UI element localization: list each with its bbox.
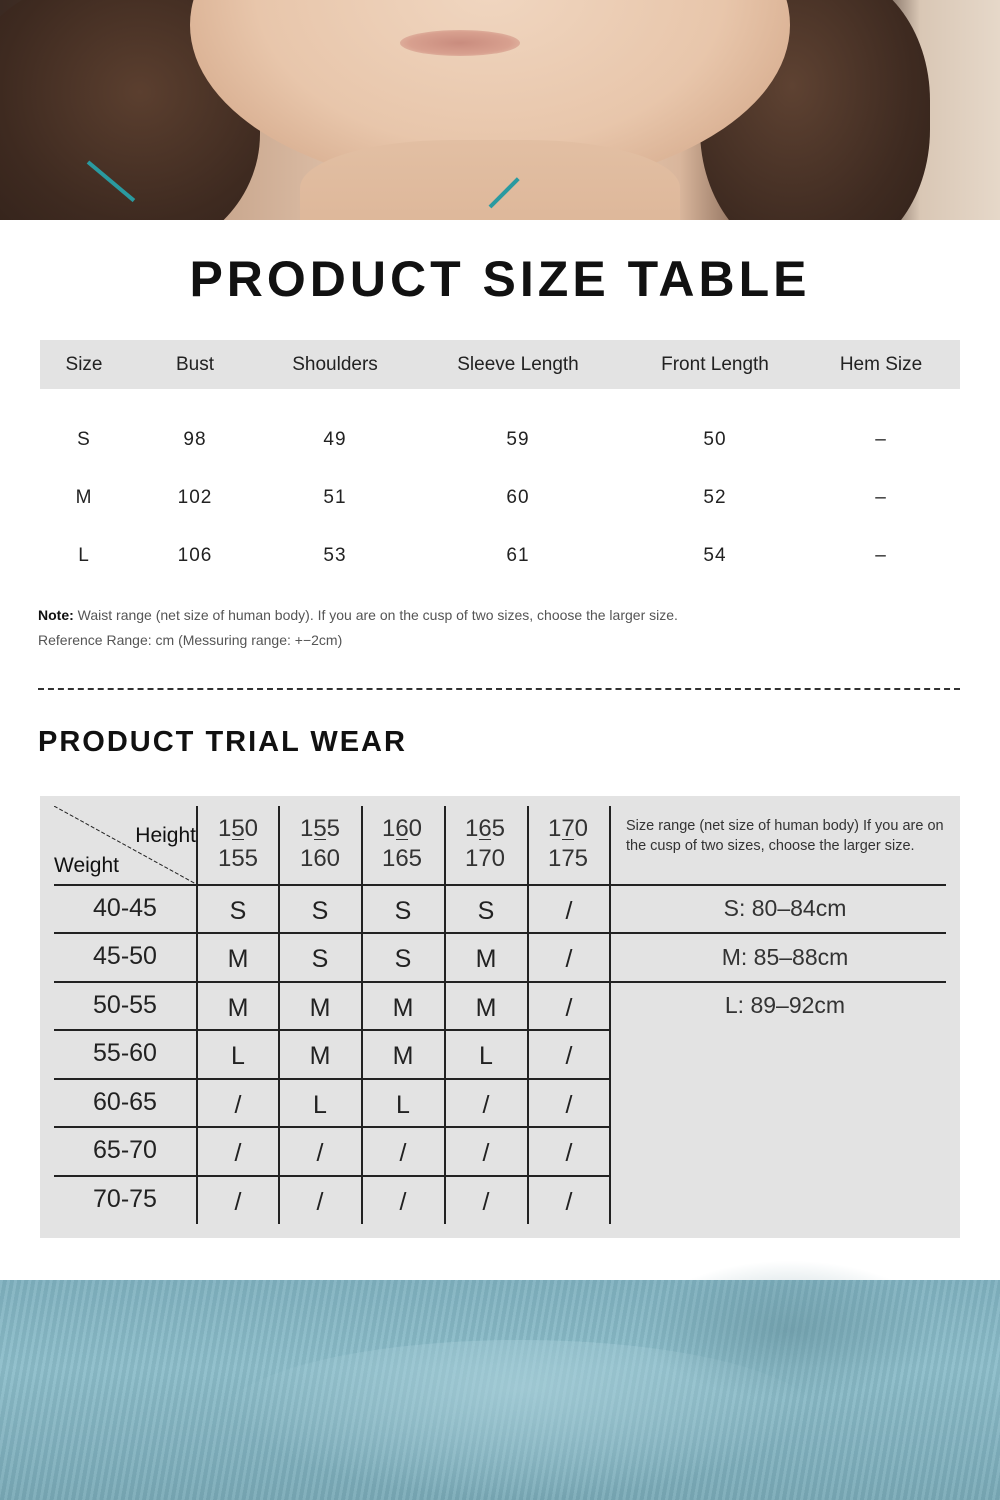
reference-range: Reference Range: cm (Messuring range: +−2cm) [38,632,343,648]
table-cell: 102 [177,487,213,508]
size-cell: / [316,1188,324,1216]
height-header [445,810,525,877]
table-cell: 61 [506,545,530,566]
height-to: 160 [299,845,341,872]
trial-wear-chart [40,796,960,1238]
size-cell: L [396,1091,410,1119]
size-table-title: PRODUCT SIZE TABLE [189,251,811,307]
size-table [40,340,960,585]
size-cell: / [565,1042,573,1070]
table-cell: M [75,487,93,508]
size-cell: M [475,945,497,973]
height-to: 155 [217,845,259,872]
size-cell: / [565,994,573,1022]
note-text: Waist range (net size of human body). If you are on the cusp of two sizes, choose the larger size. [73,607,678,623]
size-range-note: Size range (net size of human body) If you are on the cusp of two sizes, choose the larger size. [626,818,944,854]
table-cell: 54 [703,545,727,566]
size-cell: / [234,1188,242,1216]
size-cell: / [399,1139,407,1167]
size-cell: / [565,1139,573,1167]
size-cell: / [565,945,573,973]
weight-label: Weight [54,854,119,877]
note-line [38,603,678,628]
size-cell: / [482,1091,490,1119]
table-cell: 60 [506,487,530,508]
size-cell: / [234,1091,242,1119]
table-cell: 52 [703,487,727,508]
col-header-bust: Bust [128,340,262,389]
size-cell: / [482,1188,490,1216]
size-table-header [40,340,960,389]
size-cell: / [316,1139,324,1167]
height-to: 175 [547,845,589,872]
lips [400,30,520,56]
size-cell: M [309,1042,331,1070]
size-cell: M [475,994,497,1022]
height-header [198,810,278,877]
table-cell: – [875,429,887,450]
table-cell: 50 [703,429,727,450]
height-from: 150 [217,815,259,842]
table-cell: S [77,429,91,450]
size-cell: / [482,1139,490,1167]
table-cell: – [875,487,887,508]
weight-range: 70-75 [93,1185,157,1213]
size-cell: M [227,994,249,1022]
col-header-size: Size [40,340,128,389]
weight-range: 45-50 [93,942,157,970]
size-cell: S [311,945,329,973]
col-header-shoulders: Shoulders [262,340,408,389]
size-cell: M [392,994,414,1022]
size-cell: S [477,897,495,925]
weight-range: 65-70 [93,1136,157,1164]
table-cell: 106 [177,545,213,566]
height-from: 165 [464,815,506,842]
height-from: 155 [299,815,341,842]
neck [300,140,680,220]
weight-range: 55-60 [93,1039,157,1067]
table-cell: 59 [506,429,530,450]
corner-header [54,806,196,884]
size-cell: / [565,897,573,925]
col-header-front-length: Front Length [628,340,802,389]
height-header [280,810,360,877]
size-cell: / [565,1188,573,1216]
size-cell: / [399,1188,407,1216]
col-header-hem-size: Hem Size [802,340,960,389]
size-cell: S [229,897,247,925]
size-cell: L [479,1042,493,1070]
height-from: 160 [381,815,423,842]
size-cell: / [565,1091,573,1119]
height-to: 165 [381,845,423,872]
height-from: 170 [547,815,589,842]
size-cell: M [309,994,331,1022]
weight-range: 60-65 [93,1088,157,1116]
table-cell: 98 [183,429,207,450]
size-range-m: M: 85–88cm [721,944,849,970]
size-range-s: S: 80–84cm [723,895,847,921]
table-row [40,469,960,527]
table-row [40,527,960,585]
size-range-l: L: 89–92cm [724,992,846,1018]
size-cell: L [231,1042,245,1070]
trial-wear-title: PRODUCT TRIAL WEAR [38,726,407,758]
height-header [528,810,608,877]
height-to: 170 [464,845,506,872]
table-row [40,411,960,469]
size-cell: M [227,945,249,973]
size-cell: L [313,1091,327,1119]
table-cell: – [875,545,887,566]
table-cell: 51 [323,487,347,508]
weight-range: 40-45 [93,894,157,922]
table-cell: 53 [323,545,347,566]
size-cell: / [234,1139,242,1167]
dashed-divider [38,688,960,690]
note-label: Note: [38,607,74,623]
sweater-photo-bottom [0,1280,1000,1500]
sweater-shadow [640,1260,940,1400]
table-cell: L [78,545,90,566]
size-cell: M [392,1042,414,1070]
model-photo-top [0,0,1000,220]
weight-range: 50-55 [93,991,157,1019]
height-header [362,810,442,877]
height-label: Height [135,824,196,847]
size-notes [38,603,678,653]
col-header-sleeve-length: Sleeve Length [408,340,628,389]
table-cell: 49 [323,429,347,450]
size-cell: S [394,897,412,925]
size-cell: S [311,897,329,925]
size-cell: S [394,945,412,973]
